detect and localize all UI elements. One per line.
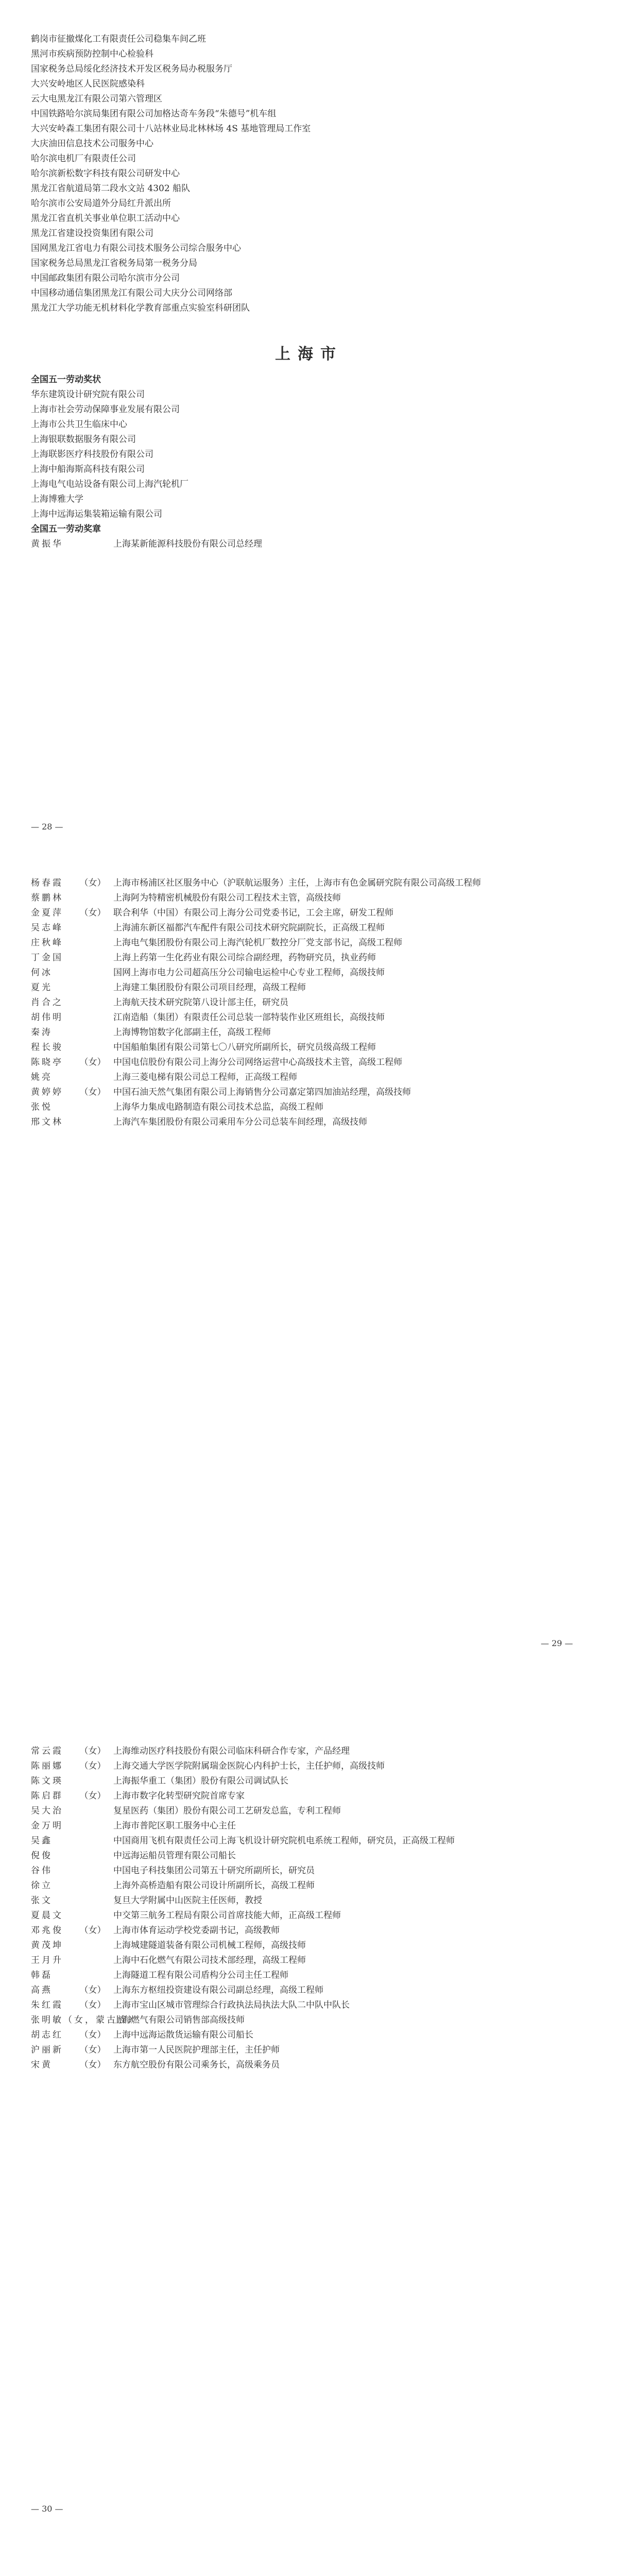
awardee-name: 胡志红 — [31, 2030, 63, 2040]
awardee-gender — [72, 1878, 113, 1893]
awardee-row — [31, 1849, 587, 1863]
awardee-row — [31, 1040, 587, 1055]
awardee-gender: （女） — [79, 1057, 106, 1067]
awardee-gender — [72, 1774, 113, 1789]
awardee-gender — [72, 1908, 113, 1923]
awardee-name: 徐立 — [31, 1880, 53, 1891]
awardee-name: 王月升 — [31, 1955, 63, 1965]
awardee-row — [31, 1010, 587, 1025]
list-item: 哈尔滨市公安局道外分局红升派出所 — [31, 198, 171, 209]
awardee-gender: （女） — [79, 1761, 106, 1771]
awardee-name: 胡伟明 — [31, 1012, 63, 1023]
awardee-row — [31, 1968, 587, 1983]
awardee-name: 庄秋峰 — [31, 938, 63, 948]
awardee-name: 吴大治 — [31, 1806, 63, 1816]
awardee-affiliation: 上海市普陀区职工服务中心主任 — [113, 1821, 236, 1831]
awardee-row — [31, 2058, 587, 2073]
awardee-name: 谷伟 — [31, 1866, 53, 1876]
awardee-affiliation: 上海三菱电梯有限公司总工程师，正高级工程师 — [113, 1072, 297, 1082]
awardee-gender — [72, 1849, 113, 1863]
list-item: 云大电黑龙江有限公司第六管理区 — [31, 94, 162, 104]
awardee-row — [31, 1998, 587, 2013]
list-item: 上海博雅大学 — [31, 494, 83, 504]
awardee-name: 倪俊 — [31, 1851, 53, 1861]
awardee-gender: （女） — [79, 878, 106, 888]
awardee-affiliation: 中国船舶集团有限公司第七〇八研究所副所长，研究员级高级工程师 — [113, 1042, 376, 1053]
list-item: 国家税务总局黑龙江省税务局第一税务分局 — [31, 258, 197, 268]
awardee-gender — [72, 1804, 113, 1819]
awardee-gender — [72, 1070, 113, 1085]
awardee-affiliation: 中国石油天然气集团有限公司上海销售分公司嘉定第四加油站经理，高级技师 — [113, 1087, 411, 1097]
list-item: 中国邮政集团有限公司哈尔滨市分公司 — [31, 273, 180, 283]
awardee-affiliation: 上海城建隧道装备有限公司机械工程师，高级技师 — [113, 1940, 306, 1951]
awardee-row — [31, 2013, 587, 2028]
list-item: 大庆油田信息技术公司服务中心 — [31, 139, 153, 149]
awardee-affiliation: 上海市数字化转型研究院首席专家 — [113, 1791, 245, 1801]
awardee-row — [31, 936, 587, 951]
awardee-gender — [72, 936, 113, 951]
awardee-row — [31, 1834, 587, 1849]
awardee-affiliation: 中交第三航务工程局有限公司首席技能大师，正高级工程师 — [113, 1910, 341, 1921]
awardee-gender — [72, 891, 113, 906]
awardee-gender — [72, 1968, 113, 1983]
awardee-gender — [72, 1819, 113, 1834]
awardee-row — [31, 1759, 587, 1774]
awardee-row — [31, 1923, 587, 1938]
awardee-row — [31, 1115, 587, 1130]
awardee-affiliation: 上海市体育运动学校党委副书记，高级教师 — [113, 1925, 280, 1936]
list-item: 哈尔滨电机厂有限责任公司 — [31, 154, 136, 164]
list-item: 大兴安岭森工集团有限公司十八站林业局北林林场 4S 基地管理局工作室 — [31, 124, 311, 134]
awardee-affiliation: 国网上海市电力公司超高压分公司输电运检中心专业工程师，高级技师 — [113, 968, 385, 978]
list-item: 黑河市疾病预防控制中心检验科 — [31, 49, 153, 59]
awardee-row — [31, 1938, 587, 1953]
awardee-affiliation: 上海航天技术研究院第八设计部主任，研究员 — [113, 997, 288, 1008]
awardee-name: 夏晨文 — [31, 1910, 63, 1921]
awardee-affiliation: 上海市杨浦区社区服务中心（沪联航运服务）主任，上海市有色金属研究院有限公司高级工程师 — [113, 878, 481, 888]
awardee-name: 黄婷婷 — [31, 1087, 63, 1097]
awardee-gender: （女） — [79, 1985, 106, 1995]
list-item: 黑龙江省建设投资集团有限公司 — [31, 228, 153, 239]
awardee-row — [31, 1908, 587, 1923]
awardee-row — [31, 1953, 587, 1968]
awardee-row — [31, 1878, 587, 1893]
awardee-gender — [72, 1100, 113, 1115]
awardee-row — [31, 906, 587, 921]
awardee-gender — [72, 2013, 113, 2028]
awardee-affiliation: 上海某新能源科技股份有限公司总经理 — [113, 539, 262, 549]
awardee-affiliation: 上海隧道工程有限公司盾构分公司主任工程师 — [113, 1970, 288, 1980]
list-item: 上海中船海斯高科技有限公司 — [31, 464, 145, 474]
awardee-name: 蔡鹏林 — [31, 893, 63, 903]
page-number: — 29 — — [541, 1638, 573, 1648]
awardee-affiliation: 中国电信股份有限公司上海分公司网络运营中心高级技术主管，高级工程师 — [113, 1057, 402, 1067]
awardee-affiliation: 中国电子科技集团公司第五十研究所副所长，研究员 — [113, 1866, 315, 1876]
awardee-row — [31, 891, 587, 906]
awardee-row — [31, 951, 587, 965]
awardee-name: 姚亮 — [31, 1072, 53, 1082]
awardee-affiliation: 上海华力集成电路制造有限公司技术总监，高级工程师 — [113, 1102, 323, 1112]
awardee-gender: （女） — [79, 2045, 106, 2055]
awardee-gender: （女） — [79, 908, 106, 918]
list-item: 中国移动通信集团黑龙江有限公司大庆分公司网络部 — [31, 288, 232, 298]
awardee-row — [31, 537, 587, 552]
awardee-name: 张文 — [31, 1895, 53, 1906]
list-item: 上海电气电站设备有限公司上海汽轮机厂 — [31, 479, 188, 489]
awardee-name: 张悦 — [31, 1102, 53, 1112]
awardee-affiliation: 上海外高桥造船有限公司设计所副所长，高级工程师 — [113, 1880, 315, 1891]
awardee-row — [31, 1819, 587, 1834]
awardee-name: 邓兆俊 — [31, 1925, 63, 1936]
spacer — [31, 316, 587, 336]
list-item: 国家税务总局绥化经济技术开发区税务局办税服务厅 — [31, 64, 232, 74]
awardee-gender — [72, 1893, 113, 1908]
awardee-gender — [72, 1834, 113, 1849]
list-item: 华东建筑设计研究院有限公司 — [31, 389, 145, 400]
awardee-affiliation: 中远海运船员管理有限公司船长 — [113, 1851, 236, 1861]
awardee-name: 常云霞 — [31, 1746, 63, 1756]
awardee-row — [31, 980, 587, 995]
awardee-gender — [72, 1115, 113, 1130]
awardee-affiliation: 上海市宝山区城市管理综合行政执法局执法大队二中队中队长 — [113, 2000, 350, 2010]
awardee-row — [31, 2028, 587, 2043]
awardee-gender — [72, 1938, 113, 1953]
awardee-name: 程长骏 — [31, 1042, 63, 1053]
awardee-row — [31, 1863, 587, 1878]
awardee-name: 陈文瑛 — [31, 1776, 63, 1786]
awardee-row — [31, 1055, 587, 1070]
awardee-name: 朱红霞 — [31, 2000, 63, 2010]
awardee-row — [31, 1804, 587, 1819]
page-number: — 30 — — [31, 2504, 63, 2514]
list-item: 中国铁路哈尔滨局集团有限公司加格达奇车务段“朱德号”机车组 — [31, 109, 277, 119]
awardee-row — [31, 2043, 587, 2058]
awardee-gender — [72, 1040, 113, 1055]
awardee-name: 秦涛 — [31, 1027, 53, 1038]
awardee-name: 夏光 — [31, 982, 53, 993]
awardee-name: 丁金国 — [31, 953, 63, 963]
page-number: — 28 — — [31, 822, 63, 832]
awardee-row — [31, 1085, 587, 1100]
awardee-name: 吴志峰 — [31, 923, 63, 933]
awardee-affiliation: 中国商用飞机有限责任公司上海飞机设计研究院机电系统工程师，研究员，正高级工程师 — [113, 1836, 455, 1846]
awardee-gender: （女） — [79, 1925, 106, 1936]
awardee-gender — [72, 980, 113, 995]
awardee-name: 陈丽娜 — [31, 1761, 63, 1771]
awardee-row — [31, 1983, 587, 1998]
awardee-row — [31, 1744, 587, 1759]
awardee-name: 张明敏（女，蒙古族） — [31, 2015, 139, 2025]
awardee-row — [31, 965, 587, 980]
awardee-gender: （女） — [79, 2060, 106, 2070]
award-category-heading: 全国五一劳动奖章 — [31, 524, 101, 534]
list-item: 黑龙江省直机关事业单位职工活动中心 — [31, 213, 180, 224]
awardee-affiliation: 复旦大学附属中山医院主任医师，教授 — [113, 1895, 262, 1906]
page-content — [31, 32, 587, 552]
awardee-affiliation: 江南造船（集团）有限责任公司总装一部特装作业区班组长，高级技师 — [113, 1012, 385, 1023]
awardee-row — [31, 1100, 587, 1115]
awardee-row — [31, 1025, 587, 1040]
awardee-row — [31, 1774, 587, 1789]
awardee-name: 陈晓亭 — [31, 1057, 63, 1067]
awardee-affiliation: 上海振华重工（集团）股份有限公司调试队长 — [113, 1776, 288, 1786]
list-item: 国网黑龙江省电力有限公司技术服务公司综合服务中心 — [31, 243, 241, 253]
awardee-gender: （女） — [79, 1746, 106, 1756]
list-item: 鹤岗市征撤煤化工有限责任公司稳集车间乙班 — [31, 34, 206, 44]
awardee-affiliation: 上海交通大学医学院附属瑞金医院心内科护士长，主任护师，高级技师 — [113, 1761, 385, 1771]
list-item: 上海联影医疗科技股份有限公司 — [31, 449, 153, 460]
awardee-name: 杨春霞 — [31, 878, 63, 888]
awardee-gender — [72, 1953, 113, 1968]
list-item: 上海市公共卫生临床中心 — [31, 419, 127, 430]
awardee-gender — [72, 951, 113, 965]
awardee-gender — [72, 965, 113, 980]
awardee-gender — [72, 1863, 113, 1878]
list-item: 黑龙江大学功能无机材料化学教育部重点实验室科研团队 — [31, 303, 250, 313]
awardee-name: 黄茂坤 — [31, 1940, 63, 1951]
awardee-affiliation: 上海上药第一生化药业有限公司综合副经理，药物研究员，执业药师 — [113, 953, 376, 963]
awardee-gender — [72, 1010, 113, 1025]
awardee-name: 高燕 — [31, 1985, 53, 1995]
awardee-row — [31, 921, 587, 936]
awardee-gender: （女） — [79, 1087, 106, 1097]
awardee-affiliation: 上海中石化燃气有限公司技术部经理，高级工程师 — [113, 1955, 306, 1965]
awardee-affiliation: 上海燃气有限公司销售部高级技师 — [113, 2015, 245, 2025]
awardee-affiliation: 上海阿为特精密机械股份有限公司工程技术主管，高级技师 — [113, 893, 341, 903]
awardee-row — [31, 1070, 587, 1085]
awardee-row — [31, 995, 587, 1010]
list-item: 上海银联数据服务有限公司 — [31, 434, 136, 445]
awardee-affiliation: 上海汽车集团股份有限公司乘用车分公司总装车间经理，高级技师 — [113, 1117, 367, 1127]
awardee-affiliation: 上海东方枢纽投资建设有限公司副总经理，高级工程师 — [113, 1985, 323, 1995]
awardee-name: 邢文林 — [31, 1117, 63, 1127]
awardee-gender — [72, 1025, 113, 1040]
awardee-affiliation: 联合利华（中国）有限公司上海分公司党委书记，工会主席，研发工程师 — [113, 908, 393, 918]
awardee-affiliation: 复星医药（集团）股份有限公司工艺研发总监，专利工程师 — [113, 1806, 341, 1816]
list-item: 哈尔滨新松数字科技有限公司研发中心 — [31, 168, 180, 179]
list-item: 黑龙江省航道局第二段水文站 4302 船队 — [31, 183, 191, 194]
awardee-gender: （女） — [79, 1791, 106, 1801]
awardee-name: 沪丽新 — [31, 2045, 63, 2055]
awardee-affiliation: 上海建工集团股份有限公司项目经理，高级工程师 — [113, 982, 306, 993]
awardee-gender — [72, 995, 113, 1010]
awardee-affiliation: 上海博物馆数字化部副主任，高级工程师 — [113, 1027, 271, 1038]
awardee-affiliation: 东方航空股份有限公司乘务长，高级乘务员 — [113, 2060, 280, 2070]
section-title: 上海市 — [275, 345, 343, 363]
awardee-row — [31, 1893, 587, 1908]
awardee-affiliation: 上海维动医疗科技股份有限公司临床科研合作专家，产品经理 — [113, 1746, 350, 1756]
awardee-row — [31, 1789, 587, 1804]
page-content — [31, 876, 587, 1130]
awardee-affiliation: 上海市第一人民医院护理部主任，主任护师 — [113, 2045, 280, 2055]
awardee-gender: （女） — [79, 2000, 106, 2010]
awardee-affiliation: 上海电气集团股份有限公司上海汽轮机厂数控分厂党支部书记，高级工程师 — [113, 938, 402, 948]
awardee-name: 宋黄 — [31, 2060, 53, 2070]
awardee-name: 黄振华 — [31, 539, 63, 549]
awardee-row — [31, 876, 587, 891]
awardee-name: 金夏萍 — [31, 908, 63, 918]
awardee-affiliation: 上海浦东新区福都汽车配件有限公司技术研究院副院长，正高级工程师 — [113, 923, 385, 933]
awardee-name: 陈启群 — [31, 1791, 63, 1801]
awardee-gender: （女） — [79, 2030, 106, 2040]
page-content — [31, 1744, 587, 2073]
awardee-gender — [72, 921, 113, 936]
awardee-name: 何冰 — [31, 968, 53, 978]
list-item: 大兴安岭地区人民医院感染科 — [31, 79, 145, 89]
awardee-name: 韩磊 — [31, 1970, 53, 1980]
list-item: 上海中远海运集装箱运输有限公司 — [31, 509, 162, 519]
awardee-name: 金万明 — [31, 1821, 63, 1831]
awardee-gender — [72, 537, 113, 552]
list-item: 上海市社会劳动保障事业发展有限公司 — [31, 404, 180, 415]
awardee-name: 肖合之 — [31, 997, 63, 1008]
awardee-name: 吴鑫 — [31, 1836, 53, 1846]
awardee-affiliation: 上海中远海运散货运输有限公司船长 — [113, 2030, 253, 2040]
award-category-heading: 全国五一劳动奖状 — [31, 375, 101, 385]
